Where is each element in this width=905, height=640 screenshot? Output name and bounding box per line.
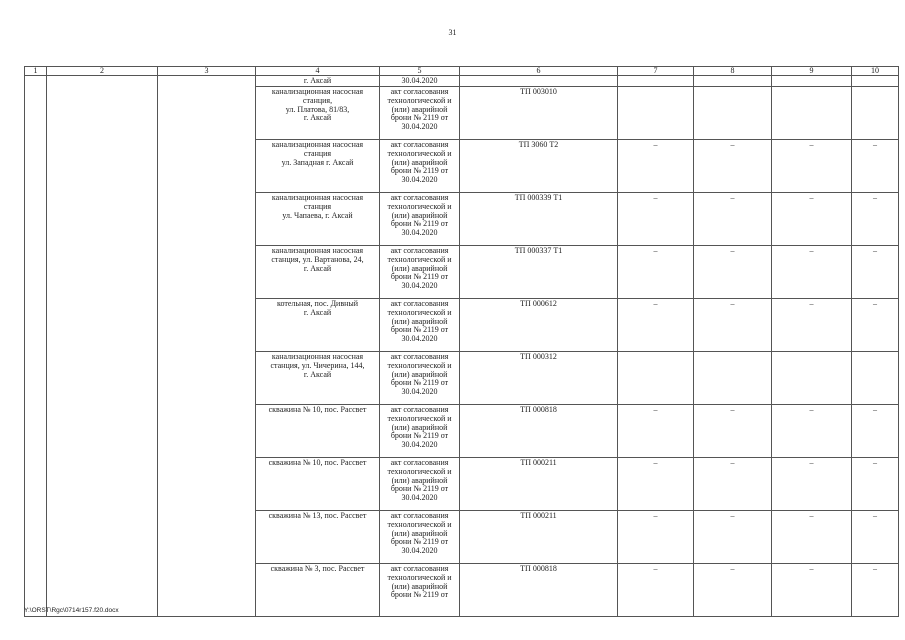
table-cell — [158, 193, 256, 246]
cell-text-line: г. Аксай — [303, 263, 332, 273]
table-row — [25, 511, 899, 564]
table-cell — [772, 76, 852, 87]
cell-text-line: акт согласования — [390, 405, 449, 414]
table-cell — [256, 405, 380, 458]
table-cell — [460, 352, 618, 405]
cell-text-line: (или) аварийной — [391, 157, 448, 167]
cell-text-line: технологической и — [387, 572, 452, 582]
cell-text-line: технологической и — [387, 466, 452, 476]
cell-text-line: технологической и — [387, 307, 452, 317]
cell-text-line: станция, — [302, 95, 333, 105]
table-cell — [852, 405, 899, 458]
cell-text-line: 30.04.2020 — [401, 228, 438, 238]
table-cell — [47, 87, 158, 140]
table-cell — [694, 299, 772, 352]
table-cell — [460, 246, 618, 299]
column-header: 10 — [852, 67, 899, 76]
cell-text-line: 30.04.2020 — [401, 493, 438, 503]
table-cell — [47, 140, 158, 193]
table-cell — [256, 511, 380, 564]
cell-text-line: 30.04.2020 — [401, 281, 438, 291]
table-cell — [256, 87, 380, 140]
cell-text-line: брони № 2119 от — [390, 431, 449, 441]
cell-text-line: ул. Западная г. Аксай — [281, 157, 354, 167]
table-cell — [47, 405, 158, 458]
table-cell — [460, 299, 618, 352]
table-cell — [25, 140, 47, 193]
cell-text-line: технологической и — [387, 519, 452, 529]
dash-value: – — [873, 405, 877, 414]
cell-text-line: скважина № 3, пос. Рассвет — [270, 564, 365, 573]
table-cell — [25, 87, 47, 140]
substation-label: ТП 000818 — [520, 564, 557, 573]
cell-text-line: брони № 2119 от — [390, 113, 449, 123]
dash-value: – — [873, 458, 877, 467]
column-header: 9 — [772, 67, 852, 76]
table-cell — [256, 299, 380, 352]
dash-value: – — [873, 246, 877, 255]
table-cell — [618, 511, 694, 564]
substation-label: ТП 000312 — [520, 352, 557, 361]
cell-text-line: акт согласования — [390, 193, 449, 202]
table-cell — [694, 87, 772, 140]
table-cell — [618, 193, 694, 246]
column-header: 5 — [380, 67, 460, 76]
table-cell — [460, 76, 618, 87]
cell-text-line: (или) аварийной — [391, 104, 448, 114]
dash-value: – — [730, 564, 735, 573]
cell-text-line: акт согласования — [390, 140, 449, 149]
table-cell — [852, 458, 899, 511]
cell-text-line: технологической и — [387, 254, 452, 264]
table-cell — [25, 76, 47, 87]
table-cell — [25, 405, 47, 458]
cell-text-line: 30.04.2020 — [401, 546, 438, 556]
dash-value: – — [873, 511, 877, 520]
column-header: 6 — [460, 67, 618, 76]
dash-value: – — [809, 564, 814, 573]
table-cell — [694, 140, 772, 193]
table-cell — [852, 193, 899, 246]
table-cell — [380, 87, 460, 140]
table-cell — [256, 246, 380, 299]
cell-text-line: г. Аксай — [303, 113, 332, 123]
cell-text-line: 30.04.2020 — [401, 334, 438, 344]
table-cell — [256, 458, 380, 511]
dash-value: – — [873, 140, 877, 149]
cell-text-line: (или) аварийной — [391, 369, 448, 379]
table-cell — [158, 87, 256, 140]
cell-text-line: акт согласования — [390, 564, 449, 573]
table-cell — [380, 140, 460, 193]
table-cell — [158, 140, 256, 193]
table-cell — [460, 511, 618, 564]
table-cell — [694, 193, 772, 246]
cell-text-line: технологической и — [387, 201, 452, 211]
dash-value: – — [873, 564, 877, 573]
table-cell — [158, 299, 256, 352]
cell-text-line: канализационная насосная — [271, 193, 364, 202]
dash-value: – — [653, 405, 658, 414]
cell-text-line: канализационная насосная — [271, 352, 364, 361]
table-cell — [460, 193, 618, 246]
table-cell — [158, 76, 256, 87]
cell-text-line: 30.04.2020 — [401, 175, 438, 185]
table-row — [25, 564, 899, 617]
column-header: 4 — [256, 67, 380, 76]
column-header: 7 — [618, 67, 694, 76]
cell-text-line: брони № 2119 от — [390, 166, 449, 176]
dash-value: – — [653, 193, 658, 202]
table-cell — [772, 246, 852, 299]
table-cell — [852, 564, 899, 617]
cell-text-line: канализационная насосная — [271, 140, 364, 149]
cell-text-line: (или) аварийной — [391, 422, 448, 432]
table-cell — [460, 405, 618, 458]
dash-value: – — [730, 405, 735, 414]
table-cell — [772, 564, 852, 617]
table-cell — [25, 193, 47, 246]
table-cell — [380, 458, 460, 511]
dash-value: – — [809, 193, 814, 202]
table-cell — [694, 564, 772, 617]
table-cell: г. Аксай — [256, 76, 380, 87]
table-row — [25, 405, 899, 458]
cell-text-line: станция, ул. Вартанова, 24, — [271, 254, 364, 264]
table-row — [25, 76, 899, 87]
table-cell — [852, 511, 899, 564]
table-cell — [158, 405, 256, 458]
dash-value: – — [873, 299, 877, 308]
table-cell — [25, 352, 47, 405]
cell-text-line: (или) аварийной — [391, 210, 448, 220]
table-cell — [618, 299, 694, 352]
table-cell — [618, 405, 694, 458]
table-cell: 30.04.2020 — [380, 76, 460, 87]
cell-text-line: (или) аварийной — [391, 581, 448, 591]
dash-value: – — [809, 405, 814, 414]
table-cell — [618, 564, 694, 617]
table-cell — [772, 511, 852, 564]
table-cell — [256, 564, 380, 617]
table-cell — [618, 87, 694, 140]
dash-value: – — [730, 299, 735, 308]
table-cell — [380, 352, 460, 405]
table-cell — [47, 193, 158, 246]
table-cell — [694, 405, 772, 458]
table-cell — [852, 76, 899, 87]
table-cell — [47, 246, 158, 299]
substation-label: ТП 000211 — [520, 458, 557, 467]
cell-text-line: 30.04.2020 — [401, 122, 438, 132]
table-cell — [694, 246, 772, 299]
file-path-footer: Y:\ORST\Rgc\0714r157.f20.docx — [24, 607, 119, 614]
cell-text-line: (или) аварийной — [391, 263, 448, 273]
cell-text-line: 30.04.2020 — [401, 387, 438, 397]
column-header: 3 — [158, 67, 256, 76]
cell-text-line: брони № 2119 от — [390, 219, 449, 229]
table-cell — [158, 511, 256, 564]
dash-value: – — [809, 458, 814, 467]
dash-value: – — [809, 299, 814, 308]
cell-text-line: г. Аксай — [303, 369, 332, 379]
table-cell — [618, 76, 694, 87]
page-number: 31 — [448, 28, 457, 37]
table-cell — [772, 299, 852, 352]
table-cell — [694, 352, 772, 405]
table-cell — [694, 511, 772, 564]
table-cell — [618, 458, 694, 511]
dash-value: – — [730, 458, 735, 467]
cell-text-line: г. Аксай — [303, 307, 332, 317]
cell-text-line: 30.04.2020 — [401, 440, 438, 450]
cell-text-line: брони № 2119 от — [390, 537, 449, 547]
column-header: 1 — [25, 67, 47, 76]
dash-value: – — [730, 246, 735, 255]
table-cell — [852, 246, 899, 299]
table-row — [25, 87, 899, 140]
table-row — [25, 352, 899, 405]
dash-value: – — [873, 193, 877, 202]
table-cell — [380, 246, 460, 299]
cell-text-line: брони № 2119 от — [390, 325, 449, 335]
table-row — [25, 246, 899, 299]
substation-label: ТП 000337 Т1 — [514, 246, 563, 255]
cell-text-line: технологической и — [387, 95, 452, 105]
cell-text-line: (или) аварийной — [391, 475, 448, 485]
dash-value: – — [653, 140, 658, 149]
cell-text-line: брони № 2119 от — [390, 590, 449, 600]
cell-text-line: (или) аварийной — [391, 528, 448, 538]
table-cell — [158, 246, 256, 299]
substation-label: ТП 000818 — [520, 405, 557, 414]
dash-value: – — [653, 299, 658, 308]
table-cell — [618, 140, 694, 193]
data-table — [24, 66, 899, 617]
cell-text-line: канализационная насосная — [271, 87, 364, 96]
table-cell — [852, 299, 899, 352]
table-cell — [256, 140, 380, 193]
table-cell — [25, 458, 47, 511]
cell-text-line: канализационная насосная — [271, 246, 364, 255]
cell-text-line: станция — [303, 148, 332, 158]
cell-text-line: брони № 2119 от — [390, 272, 449, 282]
table-cell — [772, 193, 852, 246]
table-cell — [158, 352, 256, 405]
dash-value: – — [653, 246, 658, 255]
cell-text-line: акт согласования — [390, 352, 449, 361]
cell-text-line: технологической и — [387, 360, 452, 370]
table-cell — [158, 564, 256, 617]
table-cell — [772, 458, 852, 511]
table-cell — [852, 352, 899, 405]
cell-text-line: ул. Платова, 81/83, — [285, 104, 350, 114]
table-cell — [380, 405, 460, 458]
table-cell — [25, 246, 47, 299]
table-cell — [772, 405, 852, 458]
table-cell — [380, 511, 460, 564]
table-cell — [47, 299, 158, 352]
substation-label: ТП 000211 — [520, 511, 557, 520]
table-cell — [460, 87, 618, 140]
table-cell — [47, 352, 158, 405]
column-header: 8 — [694, 67, 772, 76]
table-cell — [380, 299, 460, 352]
table-cell — [852, 87, 899, 140]
table-cell — [256, 352, 380, 405]
cell-text-line: скважина № 10, пос. Рассвет — [268, 405, 367, 414]
table-cell — [460, 140, 618, 193]
table-cell — [47, 511, 158, 564]
table-cell — [380, 193, 460, 246]
substation-label: ТП 003010 — [520, 87, 557, 96]
table-cell — [47, 76, 158, 87]
table-cell — [618, 246, 694, 299]
table-cell — [618, 352, 694, 405]
table-cell — [772, 352, 852, 405]
table-row — [25, 299, 899, 352]
cell-text-line: скважина № 10, пос. Рассвет — [268, 458, 367, 467]
table-cell — [852, 140, 899, 193]
dash-value: – — [653, 511, 658, 520]
table-cell — [694, 76, 772, 87]
cell-text-line: технологической и — [387, 413, 452, 423]
cell-text-line: брони № 2119 от — [390, 484, 449, 494]
table-cell — [460, 564, 618, 617]
dash-value: – — [809, 246, 814, 255]
table-cell — [158, 458, 256, 511]
dash-value: – — [730, 193, 735, 202]
table-cell — [694, 458, 772, 511]
table-row — [25, 193, 899, 246]
table-cell — [380, 564, 460, 617]
table-cell — [25, 299, 47, 352]
dash-value: – — [809, 140, 814, 149]
table-cell — [460, 458, 618, 511]
table-row — [25, 458, 899, 511]
cell-text-line: брони № 2119 от — [390, 378, 449, 388]
cell-text-line: котельная, пос. Дивный — [276, 299, 359, 308]
dash-value: – — [809, 511, 814, 520]
substation-label: ТП 3060 Т2 — [518, 140, 559, 149]
table-cell — [25, 511, 47, 564]
cell-text-line: (или) аварийной — [391, 316, 448, 326]
dash-value: – — [730, 140, 735, 149]
cell-text-line: акт согласования — [390, 246, 449, 255]
table-row — [25, 140, 899, 193]
cell-text-line: акт согласования — [390, 87, 449, 96]
table-cell — [772, 87, 852, 140]
cell-text-line: ул. Чапаева, г. Аксай — [282, 210, 353, 220]
cell-text-line: акт согласования — [390, 458, 449, 467]
table-cell — [772, 140, 852, 193]
column-number-row — [25, 67, 899, 76]
dash-value: – — [730, 511, 735, 520]
table-cell — [47, 458, 158, 511]
cell-text-line: технологической и — [387, 148, 452, 158]
substation-label: ТП 000339 Т1 — [514, 193, 563, 202]
dash-value: – — [653, 564, 658, 573]
substation-label: ТП 000612 — [520, 299, 557, 308]
cell-text-line: акт согласования — [390, 511, 449, 520]
cell-text-line: станция — [303, 201, 332, 211]
table-cell — [256, 193, 380, 246]
dash-value: – — [653, 458, 658, 467]
cell-text-line: скважина № 13, пос. Рассвет — [268, 511, 367, 520]
cell-text-line: станция, ул. Чичерина, 144, — [270, 360, 365, 370]
column-header: 2 — [47, 67, 158, 76]
cell-text-line: акт согласования — [390, 299, 449, 308]
